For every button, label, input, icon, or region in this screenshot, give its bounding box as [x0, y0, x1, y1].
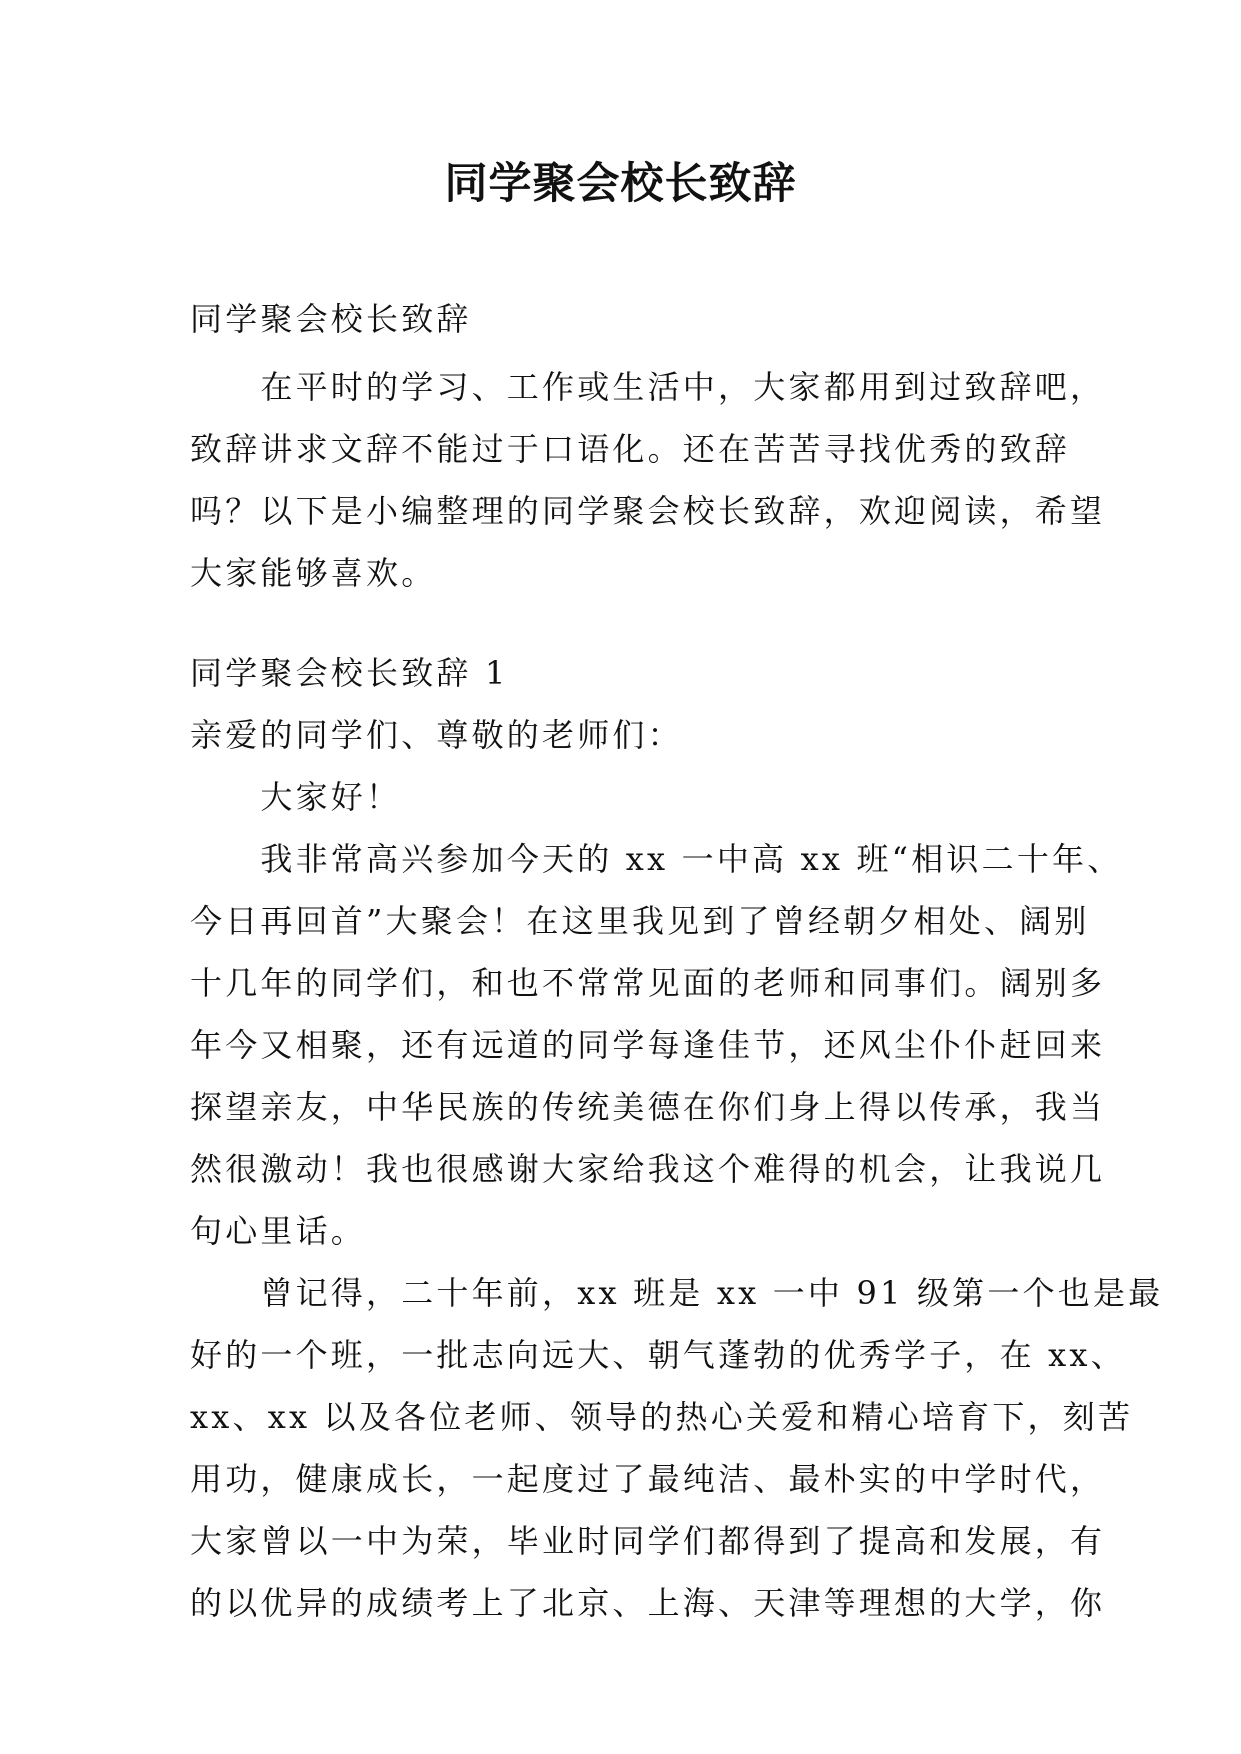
text-line: 十几年的同学们，和也不常常见面的老师和同事们。阔别多 — [190, 964, 1106, 1002]
text-line: 致辞讲求文辞不能过于口语化。还在苦苦寻找优秀的致辞 — [190, 430, 1071, 468]
text-line: 今日再回首”大聚会！在这里我见到了曾经朝夕相处、阔别 — [190, 902, 1090, 940]
text-line: 的以优异的成绩考上了北京、上海、天津等理想的大学，你 — [190, 1584, 1106, 1622]
text-line: 在平时的学习、工作或生活中，大家都用到过致辞吧， — [190, 368, 1106, 406]
speech-paragraph-1 — [190, 828, 1123, 1262]
intro-paragraph — [190, 356, 1106, 604]
text-line: 大家曾以一中为荣，毕业时同学们都得到了提高和发展，有 — [190, 1522, 1106, 1560]
text-line: 探望亲友，中华民族的传统美德在你们身上得以传承，我当 — [190, 1088, 1106, 1126]
text-line: 我非常高兴参加今天的 xx 一中高 xx 班“相识二十年、 — [190, 840, 1123, 878]
document-title: 同学聚会校长致辞 — [444, 159, 797, 209]
text-line: xx、xx 以及各位老师、领导的热心关爱和精心培育下，刻苦 — [190, 1398, 1134, 1436]
greeting: 大家好！ — [190, 778, 402, 816]
speech-paragraph-2 — [190, 1262, 1164, 1634]
document-body — [190, 288, 1164, 1634]
salutation: 亲爱的同学们、尊敬的老师们： — [190, 716, 683, 754]
text-line: 句心里话。 — [190, 1212, 367, 1250]
text-line: 大家能够喜欢。 — [190, 554, 437, 592]
document-subtitle: 同学聚会校长致辞 — [190, 300, 472, 338]
text-line: 年今又相聚，还有远道的同学每逢佳节，还风尘仆仆赶回来 — [190, 1026, 1106, 1064]
text-line: 用功，健康成长，一起度过了最纯洁、最朴实的中学时代， — [190, 1460, 1106, 1498]
text-line: 然很激动！我也很感谢大家给我这个难得的机会，让我说几 — [190, 1150, 1106, 1188]
text-line: 好的一个班，一批志向远大、朝气蓬勃的优秀学子，在 xx、 — [190, 1336, 1126, 1374]
text-line: 吗？以下是小编整理的同学聚会校长致辞，欢迎阅读，希望 — [190, 492, 1106, 530]
section-heading: 同学聚会校长致辞 1 — [190, 654, 509, 692]
text-line: 曾记得，二十年前，xx 班是 xx 一中 91 级第一个也是最 — [190, 1274, 1164, 1312]
